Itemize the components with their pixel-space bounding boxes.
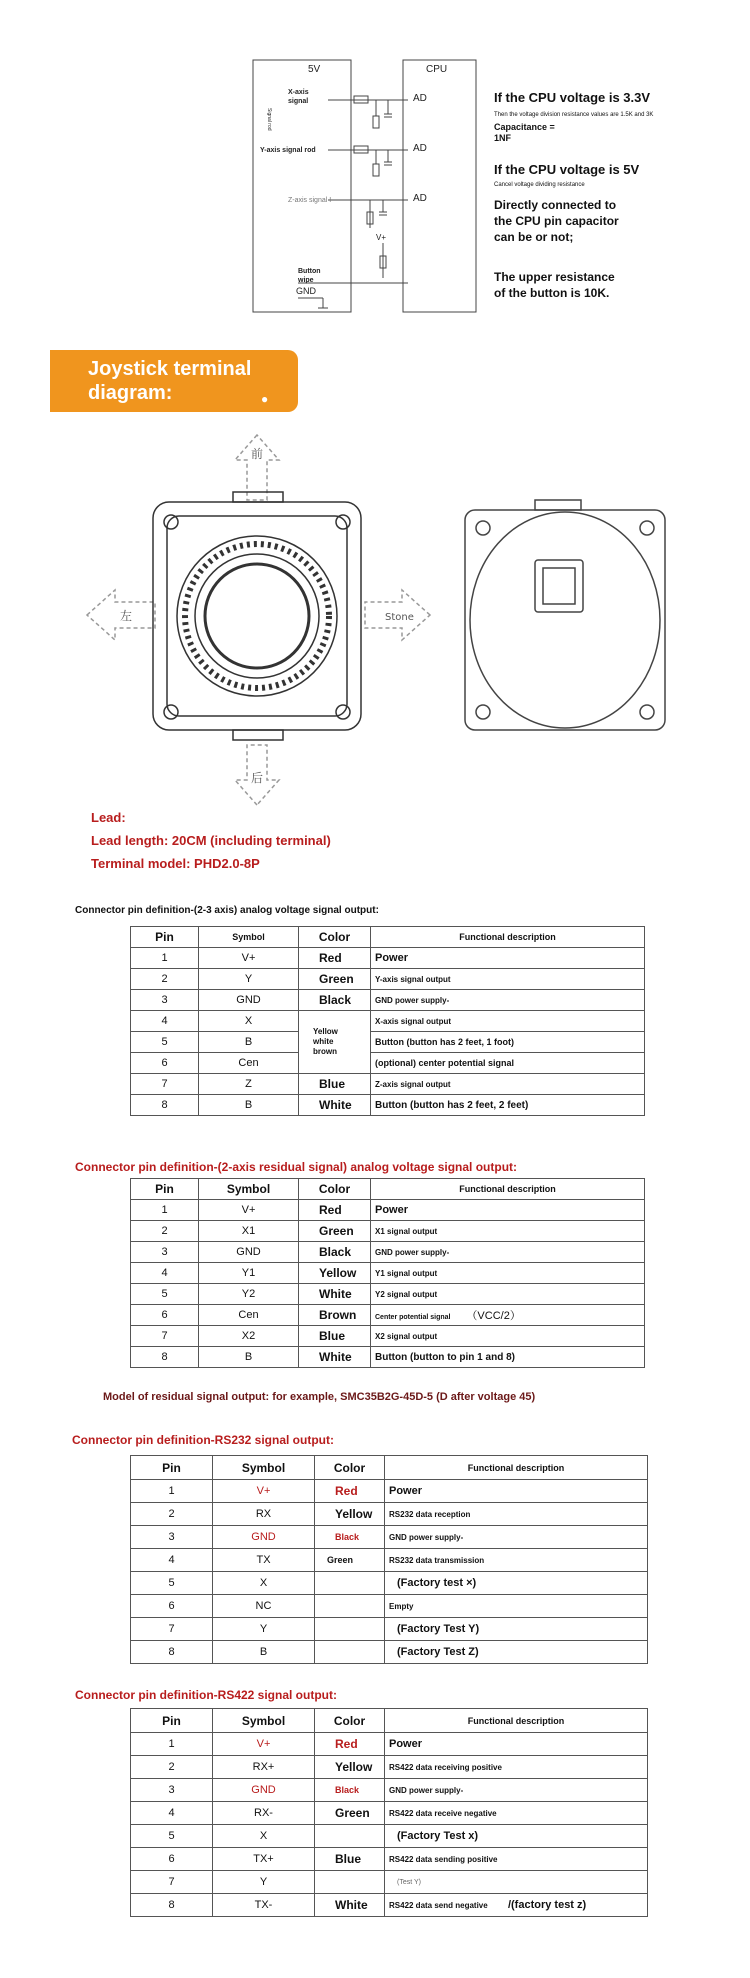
symbol-cell: GND: [213, 1779, 315, 1802]
header-function: Functional description: [385, 1456, 648, 1480]
function-cell: (Test Y): [385, 1871, 648, 1894]
color-cell: White: [315, 1894, 385, 1917]
header-color: Color: [315, 1709, 385, 1733]
pin-table-rs422: [130, 1708, 648, 1917]
symbol-cell: V+: [213, 1733, 315, 1756]
ad-label-2: AD: [413, 143, 427, 154]
function-cell: Button (button has 2 feet, 2 feet): [371, 1095, 645, 1116]
lead-length: Lead length: 20CM (including terminal): [91, 833, 331, 848]
color-cell: Black: [299, 990, 371, 1011]
cpu33-detail: Then the voltage division resistance values are 1.5K and 3K: [494, 112, 654, 118]
color-cell: Green: [315, 1549, 385, 1572]
pin-cell: 2: [131, 1503, 213, 1526]
symbol-cell: TX: [213, 1549, 315, 1572]
table-row: [131, 969, 645, 990]
symbol-cell: Y: [213, 1618, 315, 1641]
label-5v: 5V: [308, 64, 321, 75]
ad-label-3: AD: [413, 193, 427, 204]
header-pin: Pin: [131, 927, 199, 948]
symbol-cell: X1: [199, 1221, 299, 1242]
color-cell: Blue: [299, 1326, 371, 1347]
pin-cell: 7: [131, 1074, 199, 1095]
symbol-cell: X: [213, 1825, 315, 1848]
table-row: [131, 1305, 645, 1326]
pin-cell: 4: [131, 1549, 213, 1572]
function-cell: GND power supply-: [371, 990, 645, 1011]
pin-cell: 6: [131, 1305, 199, 1326]
table-row: [131, 1074, 645, 1095]
table-row: [131, 1756, 648, 1779]
table-row: [131, 1618, 648, 1641]
merged-color-2: white: [313, 1037, 334, 1046]
table-row: [131, 1526, 648, 1549]
function-cell: X-axis signal output: [371, 1011, 645, 1032]
upper-2: of the button is 10K.: [494, 286, 610, 300]
color-cell: [315, 1641, 385, 1664]
color-cell: White: [299, 1347, 371, 1368]
function-cell: RS232 data transmission: [385, 1549, 648, 1572]
direct-3: can be or not;: [494, 230, 574, 244]
function-extra: （VCC/2）: [466, 1310, 521, 1322]
pin-cell: 2: [131, 1221, 199, 1242]
function-cell: Y2 signal output: [371, 1284, 645, 1305]
header-symbol: Symbol: [213, 1709, 315, 1733]
ad-label-1: AD: [413, 93, 427, 104]
symbol-cell: X2: [199, 1326, 299, 1347]
color-cell: Brown: [299, 1305, 371, 1326]
function-cell: [385, 1894, 648, 1917]
symbol-cell: GND: [199, 1242, 299, 1263]
header-function: Functional description: [371, 927, 645, 948]
table-row: [131, 990, 645, 1011]
pin-cell: 4: [131, 1011, 199, 1032]
function-cell: (Factory Test Z): [385, 1641, 648, 1664]
table-row: [131, 1200, 645, 1221]
table1-caption: Connector pin definition-(2-3 axis) analog voltage signal output:: [75, 905, 379, 916]
y-axis-label: Y-axis signal rod: [260, 147, 316, 154]
symbol-cell: Y2: [199, 1284, 299, 1305]
color-cell: Black: [299, 1242, 371, 1263]
cpu5-detail: Cancel voltage dividing resistance: [494, 182, 585, 188]
function-cell: (optional) center potential signal: [371, 1053, 645, 1074]
table-row: [131, 1595, 648, 1618]
function-cell: GND power supply-: [385, 1779, 648, 1802]
function-cell: Power: [371, 948, 645, 969]
table-row: [131, 1641, 648, 1664]
x-axis-label-2: signal: [288, 98, 309, 105]
header-symbol: Symbol: [213, 1456, 315, 1480]
color-cell: Yellow: [299, 1263, 371, 1284]
function-cell: Power: [371, 1200, 645, 1221]
pin-cell: 5: [131, 1284, 199, 1305]
table-row: [131, 1326, 645, 1347]
header-pin: Pin: [131, 1456, 213, 1480]
symbol-cell: Y1: [199, 1263, 299, 1284]
color-cell: White: [299, 1095, 371, 1116]
symbol-cell: Y: [213, 1871, 315, 1894]
pin-table-rs232: [130, 1455, 648, 1664]
function-cell: GND power supply-: [371, 1242, 645, 1263]
table-row: [131, 1032, 645, 1053]
pin-cell: 5: [131, 1572, 213, 1595]
color-cell: Green: [299, 969, 371, 990]
pin-cell: 2: [131, 969, 199, 990]
symbol-cell: TX-: [213, 1894, 315, 1917]
function-cell: Y1 signal output: [371, 1263, 645, 1284]
pin-cell: 1: [131, 1200, 199, 1221]
symbol-cell: RX: [213, 1503, 315, 1526]
table-row: [131, 1263, 645, 1284]
label-cpu: CPU: [426, 64, 448, 75]
table-row: [131, 1779, 648, 1802]
right-label: Stone: [385, 612, 414, 623]
header-color: Color: [299, 1179, 371, 1200]
merged-color-cell: [299, 1011, 371, 1074]
table2-caption: Connector pin definition-(2-axis residual signal) analog voltage signal output:: [75, 1160, 518, 1174]
function-cell: Power: [385, 1733, 648, 1756]
direct-2: the CPU pin capacitor: [494, 214, 619, 228]
table4-caption: Connector pin definition-RS422 signal output:: [75, 1688, 337, 1702]
color-cell: Red: [315, 1733, 385, 1756]
table-row: [131, 1480, 648, 1503]
pin-cell: 8: [131, 1347, 199, 1368]
pin-cell: 6: [131, 1595, 213, 1618]
cpu5-title: If the CPU voltage is 5V: [494, 162, 640, 177]
header-symbol: Symbol: [199, 927, 299, 948]
table-row: [131, 1242, 645, 1263]
table-row: [131, 1284, 645, 1305]
banner-line2: diagram:: [88, 382, 173, 404]
header-function: Functional description: [371, 1179, 645, 1200]
function-cell: (Factory Test x): [385, 1825, 648, 1848]
pin-cell: 3: [131, 990, 199, 1011]
side-label: Signal rod: [266, 108, 272, 131]
table-row: [131, 948, 645, 969]
cpu-notes: [494, 90, 724, 301]
pin-cell: 6: [131, 1053, 199, 1074]
table-row: [131, 1503, 648, 1526]
table3-caption: Connector pin definition-RS232 signal output:: [72, 1433, 334, 1447]
function-cell: (Factory test ×): [385, 1572, 648, 1595]
pin-cell: 5: [131, 1825, 213, 1848]
header-pin: Pin: [131, 1179, 199, 1200]
table-row: [131, 1733, 648, 1756]
function-text: Center potential signal: [375, 1314, 451, 1321]
pin-cell: 4: [131, 1263, 199, 1284]
symbol-cell: V+: [199, 1200, 299, 1221]
function-cell: (Factory Test Y): [385, 1618, 648, 1641]
table-row: [131, 1095, 645, 1116]
symbol-cell: X: [199, 1011, 299, 1032]
color-cell: Green: [299, 1221, 371, 1242]
pin-cell: 1: [131, 948, 199, 969]
function-text: RS422 data send negative: [389, 1901, 488, 1910]
function-cell: Button (button to pin 1 and 8): [371, 1347, 645, 1368]
function-cell: Button (button has 2 feet, 1 foot): [371, 1032, 645, 1053]
pin-cell: 3: [131, 1779, 213, 1802]
color-cell: Yellow: [315, 1756, 385, 1779]
table-row: [131, 1848, 648, 1871]
symbol-cell: Cen: [199, 1305, 299, 1326]
symbol-cell: GND: [199, 990, 299, 1011]
color-cell: [315, 1572, 385, 1595]
color-cell: [315, 1825, 385, 1848]
table-row: [131, 1221, 645, 1242]
banner-line1: Joystick terminal: [88, 358, 252, 380]
function-cell: Y-axis signal output: [371, 969, 645, 990]
residual-footnote: Model of residual signal output: for example, SMC35B2G-45D-5 (D after voltage 45): [103, 1391, 536, 1403]
cpu33-title: If the CPU voltage is 3.3V: [494, 90, 651, 105]
pin-cell: 6: [131, 1848, 213, 1871]
button-wipe-2: wipe: [298, 277, 314, 284]
pin-cell: 8: [131, 1095, 199, 1116]
symbol-cell: X: [213, 1572, 315, 1595]
x-axis-label-1: X-axis: [288, 89, 309, 96]
button-wipe-1: Button: [298, 268, 321, 275]
symbol-cell: Cen: [199, 1053, 299, 1074]
function-cell: GND power supply-: [385, 1526, 648, 1549]
capacitance-1: Capacitance =: [494, 122, 555, 132]
pin-cell: 1: [131, 1480, 213, 1503]
table-row: [131, 1802, 648, 1825]
color-cell: Black: [315, 1526, 385, 1549]
color-cell: Green: [315, 1802, 385, 1825]
symbol-cell: B: [199, 1032, 299, 1053]
joystick-terminal-banner: [50, 350, 298, 412]
function-cell: X1 signal output: [371, 1221, 645, 1242]
color-cell: Red: [315, 1480, 385, 1503]
symbol-cell: V+: [213, 1480, 315, 1503]
function-cell: RS232 data reception: [385, 1503, 648, 1526]
symbol-cell: V+: [199, 948, 299, 969]
table-row: [131, 1549, 648, 1572]
color-cell: [315, 1595, 385, 1618]
color-cell: Blue: [315, 1848, 385, 1871]
table-row: [131, 1572, 648, 1595]
function-cell: RS422 data receive negative: [385, 1802, 648, 1825]
direct-1: Directly connected to: [494, 198, 617, 212]
banner-dot: ●: [261, 392, 269, 406]
symbol-cell: B: [213, 1641, 315, 1664]
color-cell: White: [299, 1284, 371, 1305]
circuit-diagram: [248, 58, 478, 318]
function-cell: X2 signal output: [371, 1326, 645, 1347]
back-label: 后: [251, 771, 264, 785]
table-row: [131, 1053, 645, 1074]
color-cell: [315, 1871, 385, 1894]
pin-cell: 8: [131, 1894, 213, 1917]
vplus-label: V+: [376, 233, 387, 242]
merged-color-3: brown: [313, 1047, 337, 1056]
color-cell: Red: [299, 1200, 371, 1221]
table-row: [131, 1871, 648, 1894]
color-cell: [315, 1618, 385, 1641]
symbol-cell: GND: [213, 1526, 315, 1549]
symbol-cell: Z: [199, 1074, 299, 1095]
header-color: Color: [299, 927, 371, 948]
symbol-cell: B: [199, 1347, 299, 1368]
header-color: Color: [315, 1456, 385, 1480]
color-cell: Black: [315, 1779, 385, 1802]
symbol-cell: NC: [213, 1595, 315, 1618]
symbol-cell: RX+: [213, 1756, 315, 1779]
symbol-cell: TX+: [213, 1848, 315, 1871]
pin-cell: 7: [131, 1326, 199, 1347]
function-cell: [371, 1305, 645, 1326]
header-pin: Pin: [131, 1709, 213, 1733]
pin-cell: 4: [131, 1802, 213, 1825]
function-extra: /(factory test z): [507, 1899, 587, 1911]
pin-cell: 8: [131, 1641, 213, 1664]
pin-cell: 3: [131, 1526, 213, 1549]
pin-cell: 7: [131, 1871, 213, 1894]
function-cell: RS422 data sending positive: [385, 1848, 648, 1871]
color-cell: Blue: [299, 1074, 371, 1095]
joystick-drawing: [85, 430, 685, 810]
table-row: [131, 1894, 648, 1917]
pin-cell: 5: [131, 1032, 199, 1053]
pin-cell: 3: [131, 1242, 199, 1263]
function-cell: Power: [385, 1480, 648, 1503]
table-row: [131, 1347, 645, 1368]
gnd-label: GND: [296, 286, 316, 296]
symbol-cell: Y: [199, 969, 299, 990]
color-cell: Red: [299, 948, 371, 969]
z-axis-label: Z-axis signal I: [288, 197, 332, 204]
pin-cell: 2: [131, 1756, 213, 1779]
terminal-model: Terminal model: PHD2.0-8P: [91, 856, 260, 871]
function-cell: Z-axis signal output: [371, 1074, 645, 1095]
pin-cell: 1: [131, 1733, 213, 1756]
upper-1: The upper resistance: [494, 270, 615, 284]
header-symbol: Symbol: [199, 1179, 299, 1200]
symbol-cell: B: [199, 1095, 299, 1116]
pin-table-residual: [130, 1178, 645, 1368]
pin-table-analog-2-3-axis: [130, 926, 645, 1116]
header-function: Functional description: [385, 1709, 648, 1733]
capacitance-2: 1NF: [494, 133, 512, 143]
front-label: 前: [251, 447, 264, 461]
pin-cell: 7: [131, 1618, 213, 1641]
lead-title: Lead:: [91, 810, 126, 825]
table-row: [131, 1011, 645, 1032]
symbol-cell: RX-: [213, 1802, 315, 1825]
merged-color-1: Yellow: [313, 1027, 338, 1036]
color-cell: Yellow: [315, 1503, 385, 1526]
left-label: 左: [120, 609, 133, 623]
function-cell: Empty: [385, 1595, 648, 1618]
function-cell: RS422 data receiving positive: [385, 1756, 648, 1779]
table-row: [131, 1825, 648, 1848]
